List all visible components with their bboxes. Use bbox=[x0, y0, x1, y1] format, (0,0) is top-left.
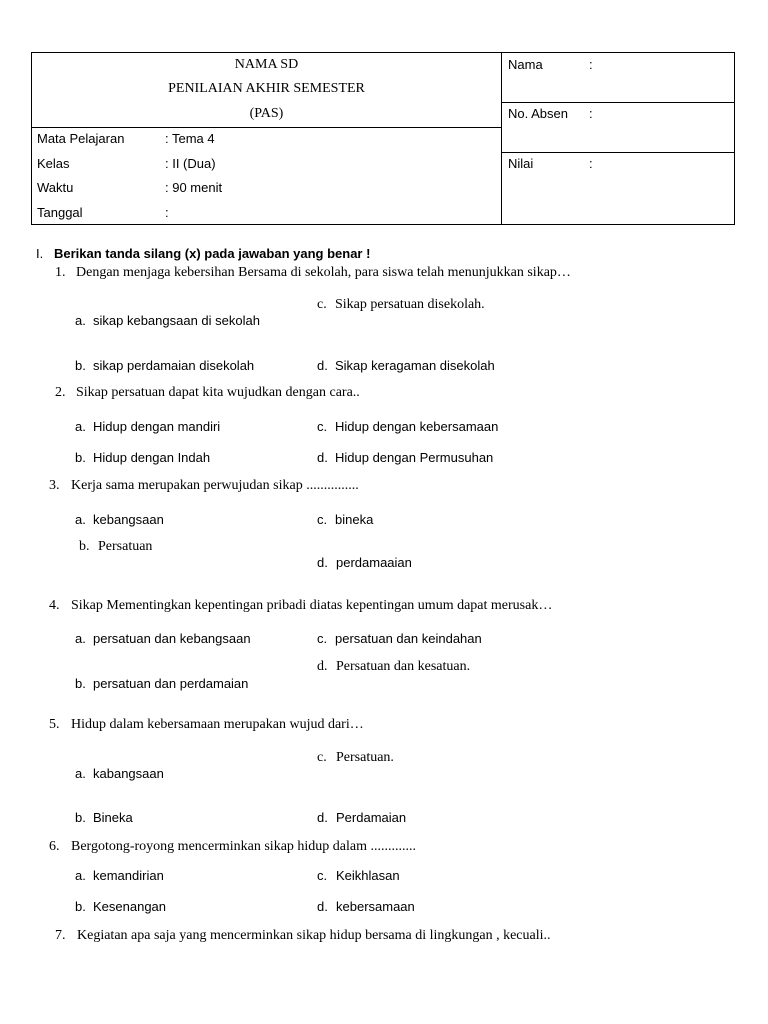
question-text: Hidup dalam kebersamaan merupakan wujud dari… bbox=[71, 717, 364, 732]
question-text: Sikap Mementingkan kepentingan pribadi diatas kepentingan umum dapat merusak… bbox=[71, 598, 553, 613]
option-d: kebersamaan bbox=[336, 899, 415, 914]
option-letter-c: c. bbox=[317, 297, 327, 312]
field-value-time: : 90 menit bbox=[165, 180, 223, 195]
option-letter-a: a. bbox=[75, 512, 86, 527]
question-number: 4. bbox=[49, 598, 60, 613]
option-d: Sikap keragaman disekolah bbox=[335, 358, 495, 373]
option-b: Bineka bbox=[93, 810, 133, 825]
question-number: 1. bbox=[55, 265, 66, 280]
field-value-class: : II (Dua) bbox=[165, 156, 216, 171]
option-letter-a: a. bbox=[75, 766, 86, 781]
option-letter-d: d. bbox=[317, 555, 328, 570]
option-letter-b: b. bbox=[75, 810, 86, 825]
option-letter-d: d. bbox=[317, 659, 328, 674]
option-c: bineka bbox=[335, 512, 374, 527]
option-a: kemandirian bbox=[93, 868, 164, 883]
option-letter-d: d. bbox=[317, 810, 328, 825]
section-instruction: Berikan tanda silang (x) pada jawaban yang benar ! bbox=[54, 246, 371, 261]
option-c: Sikap persatuan disekolah. bbox=[335, 297, 485, 312]
question-text: Sikap persatuan dapat kita wujudkan dengan cara.. bbox=[76, 385, 360, 400]
question-text: Bergotong-royong mencerminkan sikap hidup dalam ............. bbox=[71, 839, 417, 854]
section-number: I. bbox=[36, 246, 44, 261]
option-b: Kesenangan bbox=[93, 899, 167, 914]
option-c: Persatuan. bbox=[336, 750, 394, 765]
field-label-score: Nilai bbox=[508, 156, 534, 171]
option-b: persatuan dan perdamaian bbox=[93, 676, 249, 691]
option-letter-b: b. bbox=[79, 539, 90, 554]
field-label-absen: No. Absen bbox=[508, 106, 568, 121]
option-letter-d: d. bbox=[317, 899, 328, 914]
question-number: 5. bbox=[49, 717, 60, 732]
field-label-name: Nama bbox=[508, 57, 543, 72]
field-label-time: Waktu bbox=[37, 180, 74, 195]
option-b: sikap perdamaian disekolah bbox=[93, 358, 255, 373]
school-name: NAMA SD bbox=[234, 57, 299, 72]
field-label-subject: Mata Pelajaran bbox=[37, 131, 125, 146]
option-letter-b: b. bbox=[75, 899, 86, 914]
question-text: Kerja sama merupakan perwujudan sikap ............... bbox=[71, 478, 359, 493]
question-number: 3. bbox=[49, 478, 60, 493]
question-text: Kegiatan apa saja yang mencerminkan sikap hidup bersama di lingkungan , kecuali.. bbox=[77, 928, 551, 943]
option-d: perdamaaian bbox=[336, 555, 412, 570]
option-letter-b: b. bbox=[75, 358, 86, 373]
field-label-date: Tanggal bbox=[37, 205, 83, 220]
field-value-name: : bbox=[589, 57, 593, 72]
exam-abbreviation: (PAS) bbox=[249, 106, 284, 121]
option-letter-c: c. bbox=[317, 750, 327, 765]
option-a: persatuan dan kebangsaan bbox=[93, 631, 251, 646]
field-value-date: : bbox=[165, 205, 169, 220]
option-letter-a: a. bbox=[75, 313, 86, 328]
field-value-score: : bbox=[589, 156, 593, 171]
option-letter-a: a. bbox=[75, 419, 86, 434]
row-divider bbox=[32, 127, 501, 128]
option-letter-b: b. bbox=[75, 676, 86, 691]
option-d: Persatuan dan kesatuan. bbox=[336, 659, 471, 674]
option-b: Hidup dengan Indah bbox=[93, 450, 211, 465]
option-letter-a: a. bbox=[75, 868, 86, 883]
option-letter-d: d. bbox=[317, 450, 328, 465]
question-number: 7. bbox=[55, 928, 66, 943]
option-letter-c: c. bbox=[317, 512, 328, 527]
option-letter-c: c. bbox=[317, 419, 328, 434]
option-a: Hidup dengan mandiri bbox=[93, 419, 221, 434]
option-a: kebangsaan bbox=[93, 512, 164, 527]
column-divider bbox=[501, 53, 502, 224]
question-number: 2. bbox=[55, 385, 66, 400]
option-a: sikap kebangsaan di sekolah bbox=[93, 313, 260, 328]
question-number: 6. bbox=[49, 839, 60, 854]
option-letter-a: a. bbox=[75, 631, 86, 646]
option-letter-d: d. bbox=[317, 358, 328, 373]
option-a: kabangsaan bbox=[93, 766, 164, 781]
option-letter-b: b. bbox=[75, 450, 86, 465]
field-label-class: Kelas bbox=[37, 156, 70, 171]
option-letter-c: c. bbox=[317, 631, 328, 646]
field-value-subject: : Tema 4 bbox=[165, 131, 215, 146]
row-divider bbox=[501, 152, 735, 153]
option-c: persatuan dan keindahan bbox=[335, 631, 482, 646]
header-table bbox=[31, 52, 735, 225]
option-b: Persatuan bbox=[98, 539, 153, 554]
question-text: Dengan menjaga kebersihan Bersama di sekolah, para siswa telah menunjukkan sikap… bbox=[76, 265, 571, 280]
option-c: Hidup dengan kebersamaan bbox=[335, 419, 499, 434]
exam-title: PENILAIAN AKHIR SEMESTER bbox=[168, 81, 365, 96]
option-d: Perdamaian bbox=[336, 810, 407, 825]
option-d: Hidup dengan Permusuhan bbox=[335, 450, 494, 465]
field-value-absen: : bbox=[589, 106, 593, 121]
row-divider bbox=[501, 102, 735, 103]
option-letter-c: c. bbox=[317, 868, 328, 883]
option-c: Keikhlasan bbox=[336, 868, 400, 883]
